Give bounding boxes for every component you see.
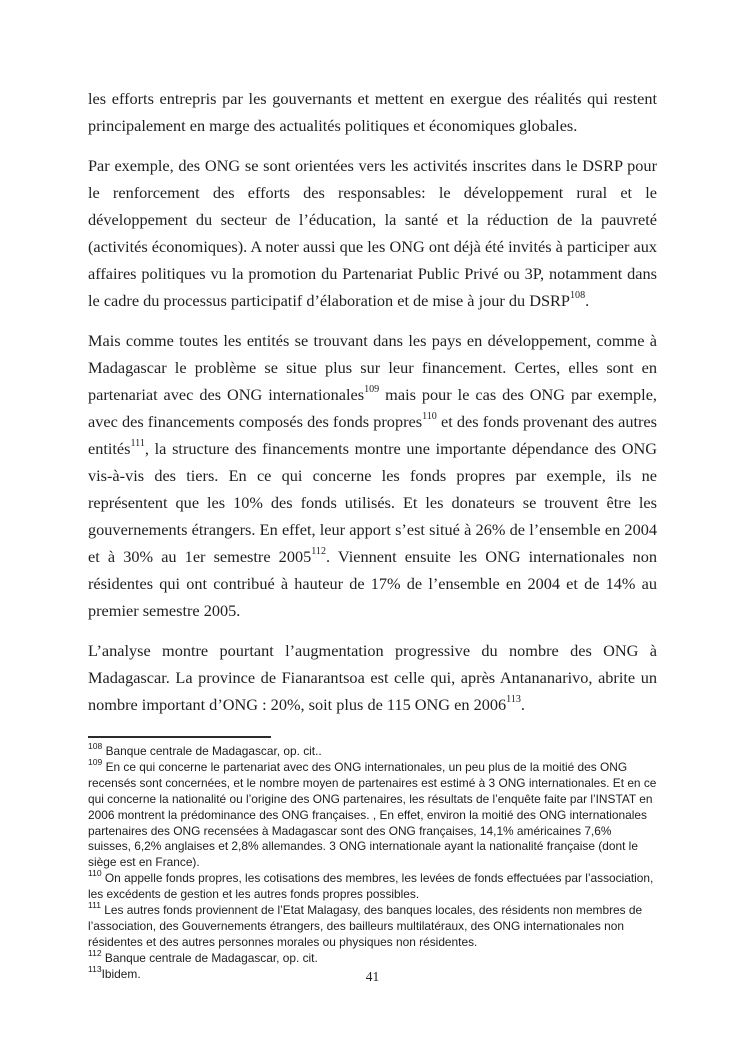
paragraph-text: Par exemple, des ONG se sont orientées vers les activités inscrites dans le DSRP pour le renforcement des efforts des responsables: le développement rural et le développement du secteur de l’éducation, la santé et la réduction de la pauvreté (activités économiques). A noter aussi que les ONG ont déjà été invités à participer aux affaires politiques vu la promotion du Partenariat Public Privé ou 3P, notamment dans le cadre du processus participatif d’élaboration et de mise à jour du DSRP: [88, 156, 657, 310]
paragraph-text: et des fonds provenant des autres entités: [88, 412, 657, 458]
footnote-text: En ce qui concerne le partenariat avec des ONG internationales, un peu plus de la moitié des ONG recensés sont concernées, et le nombre moyen de partenaires est estimé à 3 ONG internationales. Et en ce qui concerne la nationalité ou l’origine des ONG partenaires, les résultats de l’enquête faite par l’INSTAT en 2006 montrent la prédominance des ONG françaises. , En effet, environ la moitié des ONG internationales partenaires des ONG recensées à Madagascar sont des ONG françaises, 14,1% américaines 7,6% suisses, 6,2% anglaises et 2,8% allemandes. 3 ONG internationale ayant la nationalité française (dont le siège est en France).: [88, 759, 657, 870]
footnote-text: Ibidem.: [101, 966, 141, 981]
paragraph-text: mais pour le cas des ONG par exemple, avec des financements composés des fonds propres: [88, 385, 657, 431]
footnote-ref-112: 112: [311, 546, 327, 558]
paragraph-text: Mais comme toutes les entités se trouvant dans les pays en développement, comme à Madagascar le problème se situe plus sur leur financement. Certes, elles sont en partenariat avec des ONG internationales: [88, 331, 657, 404]
paragraph-text: . Viennent ensuite les ONG internationales non résidentes qui ont contribué à hauteur de 17% de l’ensemble en 2004 et de 14% au premier semestre 2005.: [88, 547, 657, 620]
footnote-ref-108: 108: [569, 290, 586, 302]
paragraph-text: L’analyse montre pourtant l’augmentation progressive du nombre des ONG à Madagascar. La province de Fianarantsoa est celle qui, après Antananarivo, abrite un nombre important d’ONG : 20%, soit plus de 115 ONG en 2006: [88, 641, 657, 714]
footnote-list: [88, 741, 657, 983]
page-number: 41: [365, 969, 380, 984]
footnote-text: Banque centrale de Madagascar, op. cit.: [101, 950, 318, 965]
footnote-ref-110: 110: [422, 411, 437, 423]
footnote-text: On appelle fonds propres, les cotisations des membres, les levées de fonds effectuées par l’association, les excédents de gestion et les autres fonds propres possibles.: [88, 871, 654, 902]
paragraph-text: les efforts entrepris par les gouvernants et mettent en exergue des réalités qui restent principalement en marge des actualités politiques et économiques globales.: [88, 89, 657, 135]
paragraph-2: [88, 152, 657, 314]
footnote-marker: 110: [88, 868, 102, 879]
footnote-text: Les autres fonds proviennent de l’Etat Malagasy, des banques locales, des résidents non membres de l’association, des Gouvernements étrangers, des bailleurs multilatéraux, des ONG internationales non résidentes et des autres personnes morales ou physiques non résidentes.: [88, 903, 643, 949]
paragraph-text: .: [520, 695, 525, 714]
footnote-ref-113: 113: [506, 694, 521, 706]
footnote-text: Banque centrale de Madagascar, op. cit..: [102, 744, 322, 758]
footnote-item-111: [88, 900, 657, 951]
footnote-item-108: [88, 741, 657, 760]
footnote-marker: 108: [88, 741, 103, 752]
footnote-marker: 111: [88, 900, 101, 911]
footnote-marker: 112: [88, 947, 102, 958]
footnote-ref-111: 111: [130, 438, 145, 450]
paragraph-3: [88, 327, 657, 624]
footnote-item-112: [88, 947, 657, 967]
paragraph-text: .: [585, 291, 590, 310]
footnote-ref-109: 109: [364, 384, 380, 396]
footnote-area: [88, 736, 657, 983]
paragraph-4: [88, 637, 657, 718]
paragraph-text: , la structure des financements montre une importante dépendance des ONG vis-à-vis des tiers. En ce qui concerne les fonds propres par exemple, ils ne représentent que les 10% des fonds utilisés. Et les donateurs se trouvent être les gouvernements étrangers. En effet, leur apport s’est situé à 26% de l’ensemble en 2004 et à 30% au 1er semestre 2005: [88, 439, 657, 566]
footnote-marker: 109: [88, 756, 103, 767]
body-text: [88, 85, 657, 731]
footnote-separator: [88, 736, 271, 738]
footnote-item-110: [88, 868, 657, 903]
footnote-item-109: [88, 756, 657, 871]
paragraph-1: [88, 85, 657, 139]
footnote-marker: 113: [88, 963, 102, 974]
